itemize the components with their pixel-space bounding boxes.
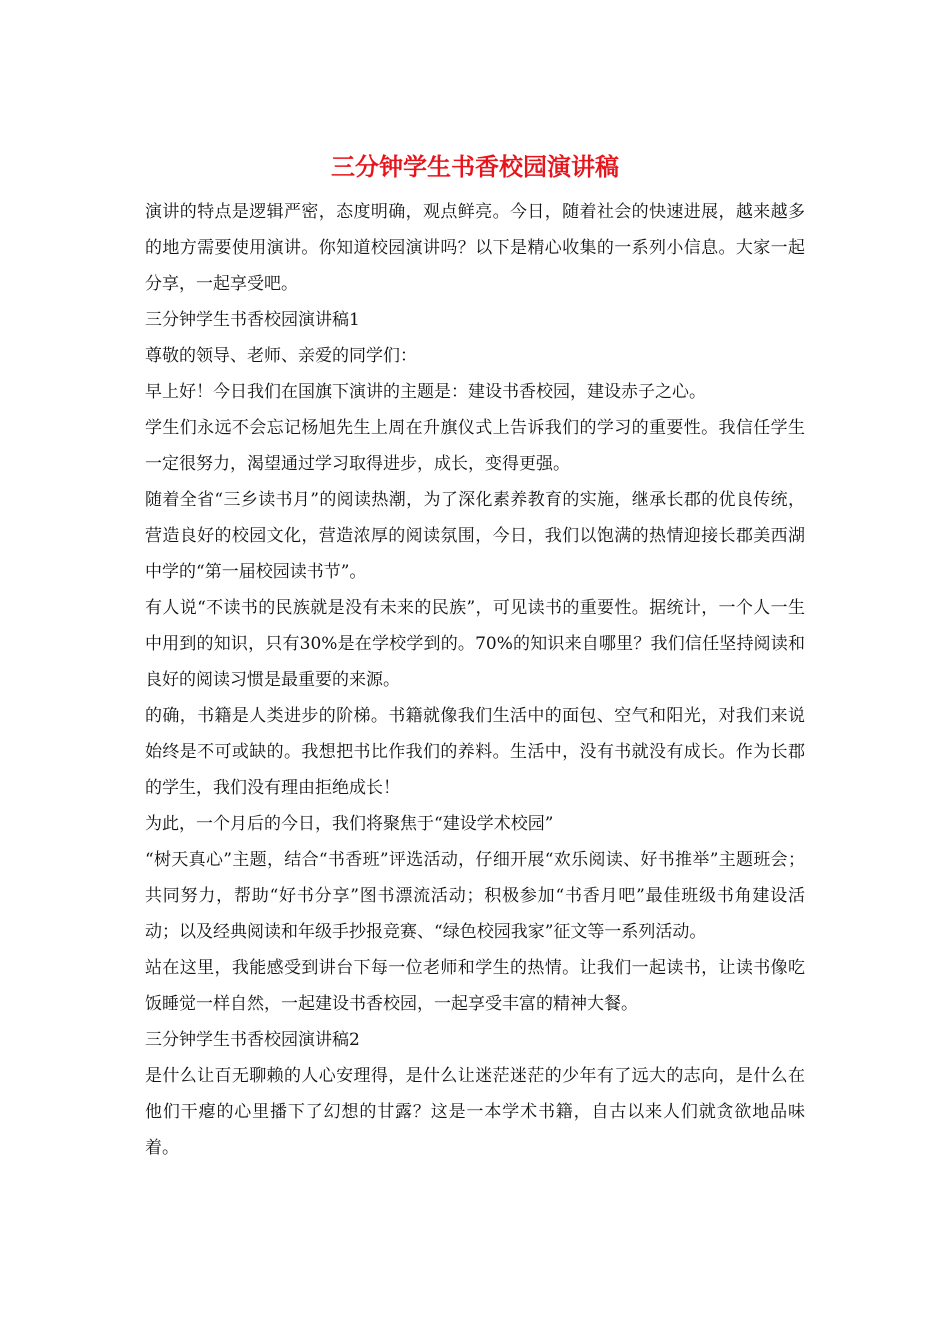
section-heading: 三分钟学生书香校园演讲稿1 [145, 310, 360, 330]
body-paragraph: 为此，一个月后的今日，我们将聚焦于“建设学术校园” [145, 814, 554, 834]
intro-paragraph: 演讲的特点是逻辑严密，态度明确，观点鲜亮。今日，随着社会的快速进展，越来越多的地方需要使用演讲。你知道校园演讲吗？以下是精心收集的一系列小信息。大家一起分享，一起享受吧。 [145, 202, 805, 294]
body-paragraph: 的确，书籍是人类进步的阶梯。书籍就像我们生活中的面包、空气和阳光，对我们来说始终是不可或缺的。我想把书比作我们的养料。生活中，没有书就没有成长。作为长郡的学生，我们没有理由拒绝成长！ [145, 706, 805, 798]
body-paragraph: “树天真心”主题，结合“书香班”评选活动，仔细开展“欢乐阅读、好书推举”主题班会；共同努力，帮助“好书分享”图书漂流活动；积极参加“书香月吧”最佳班级书角建设活动；以及经典阅读和年级手抄报竞赛、“绿色校园我家”征文等一系列活动。 [145, 850, 805, 942]
body-paragraph: 有人说“不读书的民族就是没有未来的民族”，可见读书的重要性。据统计，一个人一生中用到的知识，只有30%是在学校学到的。70%的知识来自哪里？我们信任坚持阅读和良好的阅读习惯是最重要的来源。 [145, 598, 805, 690]
section-heading: 三分钟学生书香校园演讲稿2 [145, 1030, 360, 1050]
body-paragraph: 是什么让百无聊赖的人心安理得，是什么让迷茫迷茫的少年有了远大的志向，是什么在他们干瘪的心里播下了幻想的甘露？这是一本学术书籍，自古以来人们就贪欲地品味着。 [145, 1066, 805, 1158]
salutation: 尊敬的领导、老师、亲爱的同学们： [145, 346, 417, 366]
document-title: 三分钟学生书香校园演讲稿 [331, 152, 619, 181]
body-paragraph: 站在这里，我能感受到讲台下每一位老师和学生的热情。让我们一起读书，让读书像吃饭睡觉一样自然，一起建设书香校园，一起享受丰富的精神大餐。 [145, 958, 805, 1014]
body-paragraph: 早上好！今日我们在国旗下演讲的主题是：建设书香校园，建设赤子之心。 [145, 382, 706, 402]
document-body [145, 194, 805, 1166]
body-paragraph: 随着全省“三乡读书月”的阅读热潮，为了深化素养教育的实施，继承长郡的优良传统，营造良好的校园文化，营造浓厚的阅读氛围，今日，我们以饱满的热情迎接长郡美西湖中学的“第一届校园读书节”。 [145, 490, 805, 582]
body-paragraph: 学生们永远不会忘记杨旭先生上周在升旗仪式上告诉我们的学习的重要性。我信任学生一定很努力，渴望通过学习取得进步，成长，变得更强。 [145, 418, 805, 474]
